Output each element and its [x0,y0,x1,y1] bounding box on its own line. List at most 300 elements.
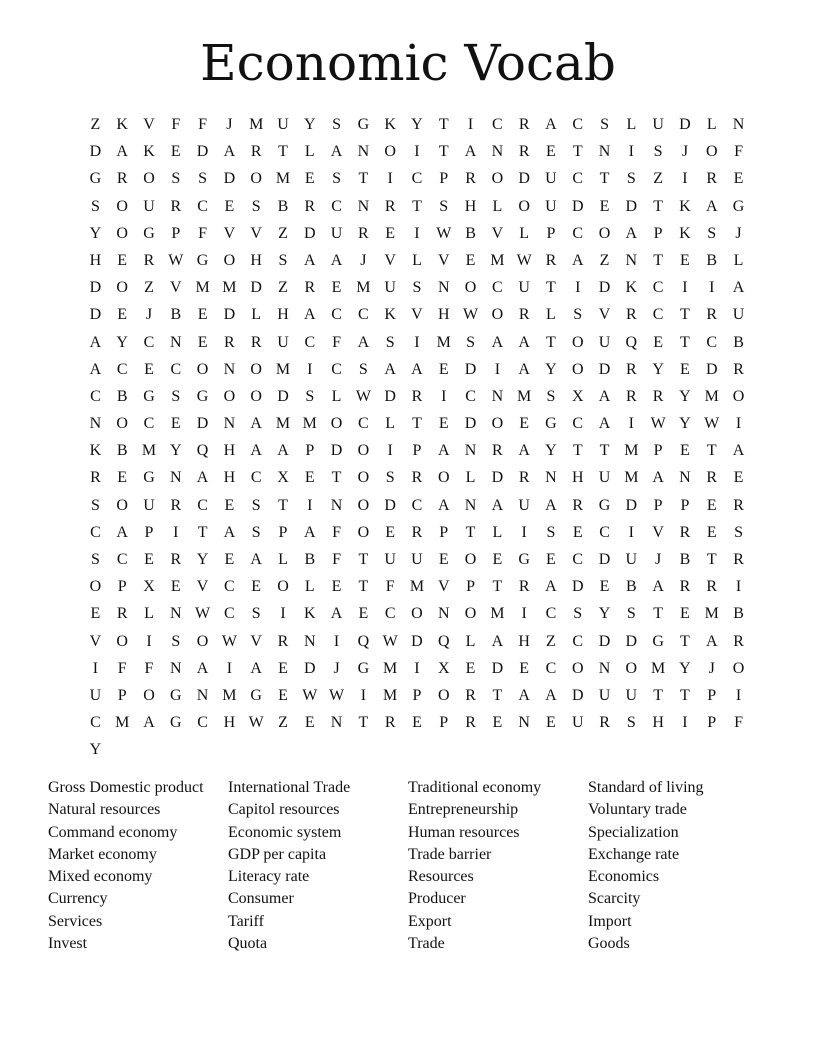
grid-letter: F [171,116,181,133]
grid-letter: A [732,442,745,460]
grid-letter: S [626,605,636,623]
grid-letter: N [170,333,182,351]
grid-letter: E [117,306,128,324]
grid-letter: A [518,360,530,378]
grid-letter: A [89,360,102,378]
grid-letter: A [545,686,557,704]
grid-letter: N [170,469,182,487]
grid-letter: U [598,333,611,351]
grid-letter: Q [437,632,450,650]
grid-letter: N [303,632,316,650]
grid-letter: O [277,578,289,596]
word-list-item: Scarcity [588,890,641,908]
grid-letter: C [411,496,423,514]
grid-letter: Z [278,279,288,297]
grid-letter: A [732,279,745,297]
grid-letter: D [89,306,102,324]
grid-letter: A [196,469,209,487]
grid-letter: N [330,714,343,732]
grid-letter: G [196,387,209,405]
grid-letter: M [195,279,210,297]
grid-letter: V [143,116,155,133]
grid-letter: M [517,387,532,405]
grid-letter: F [198,224,208,242]
grid-letter: C [331,306,342,324]
grid-letter: Y [170,442,182,460]
grid-letter: L [304,578,315,596]
page-title: Economic Vocab [200,34,616,92]
grid-letter: E [465,659,476,677]
grid-letter: S [332,170,342,188]
grid-letter: R [465,714,476,732]
grid-letter: Z [144,279,154,297]
grid-letter: N [732,116,745,133]
grid-letter: K [143,143,155,161]
grid-letter: S [385,333,395,351]
grid-letter: Y [411,116,423,133]
word-list-item: Trade barrier [408,845,492,863]
word-list-item: Voluntary trade [588,801,687,819]
grid-letter: R [679,523,691,541]
grid-letter: G [143,469,155,487]
grid-letter: A [571,251,584,269]
grid-letter: J [655,551,662,568]
grid-letter: I [709,279,715,297]
grid-letter: C [572,116,584,133]
grid-letter: R [626,387,637,405]
grid-letter: R [90,469,101,487]
grid-letter: A [303,251,316,269]
grid-letter: A [545,578,557,596]
grid-letter: G [170,714,182,732]
grid-letter: Y [196,551,209,568]
grid-letter: N [491,143,504,161]
grid-letter: M [704,387,719,405]
grid-letter: B [170,306,182,324]
word-list-item: Capitol resources [228,801,340,819]
grid-letter: E [170,415,181,433]
grid-letter: Z [90,116,101,133]
grid-letter: R [143,251,155,269]
grid-letter: U [330,224,343,242]
grid-letter: R [733,496,744,514]
grid-letter: A [625,224,638,242]
grid-letter: T [653,197,664,215]
grid-letter: R [304,279,316,297]
grid-letter: K [625,279,638,297]
grid-letter: B [733,333,744,351]
grid-letter: I [682,714,688,732]
grid-letter: O [357,469,370,487]
grid-letter: M [275,360,291,378]
grid-letter: O [571,659,584,677]
grid-letter: N [357,143,370,161]
grid-letter: R [706,469,718,487]
grid-letter: A [116,143,128,161]
grid-letter: S [385,469,395,487]
grid-letter: G [143,224,155,242]
grid-letter: C [545,605,557,623]
grid-letter: R [733,551,744,568]
grid-letter: O [223,387,236,405]
grid-letter: P [653,496,663,514]
grid-letter: Z [546,632,556,650]
grid-letter: I [521,523,527,541]
grid-letter: C [331,360,342,378]
grid-letter: B [706,251,718,269]
grid-letter: N [437,279,450,297]
grid-letter: M [249,116,264,133]
grid-letter: S [734,523,743,541]
grid-letter: O [518,197,530,215]
grid-letter: O [116,415,128,433]
grid-letter: O [116,197,128,215]
grid-letter: A [491,632,504,650]
grid-letter: C [706,333,718,351]
grid-letter: W [463,306,479,324]
grid-letter: V [196,578,209,596]
grid-letter: D [491,659,504,677]
grid-letter: L [546,306,556,324]
grid-letter: I [414,224,420,242]
grid-letter: T [412,415,422,433]
grid-letter: Y [545,360,557,378]
grid-letter: T [438,116,449,133]
grid-letter: T [331,469,342,487]
grid-letter: T [546,333,556,351]
grid-letter: E [197,306,208,324]
grid-letter: I [735,578,742,596]
grid-letter: D [625,496,638,514]
grid-letter: W [302,686,318,704]
grid-letter: W [516,251,532,269]
grid-letter: L [519,224,530,242]
grid-letter: D [571,578,584,596]
grid-letter: O [330,415,343,433]
grid-letter: T [358,714,369,732]
grid-letter: E [653,333,664,351]
grid-letter: Y [545,442,557,460]
grid-letter: S [90,197,100,215]
grid-letter: O [89,578,102,596]
grid-letter: E [385,523,396,541]
grid-letter: D [303,224,316,242]
grid-letter: A [250,659,262,677]
grid-letter: I [682,170,688,188]
grid-letter: R [358,224,369,242]
grid-letter: L [626,116,637,133]
grid-letter: E [680,605,690,623]
grid-letter: A [330,251,343,269]
grid-letter: S [90,496,100,514]
grid-letter: O [250,387,262,405]
word-list-item: Services [48,912,103,930]
grid-letter: E [599,197,610,215]
grid-letter: G [652,632,664,650]
grid-letter: P [546,224,556,242]
grid-letter: E [117,469,128,487]
grid-letter: I [307,496,313,514]
grid-letter: I [575,279,581,297]
grid-letter: D [679,116,691,133]
grid-letter: P [707,714,717,732]
grid-letter: C [304,333,316,351]
grid-letter: O [357,442,370,460]
grid-letter: D [411,632,423,650]
grid-letter: E [304,469,315,487]
grid-letter: I [494,360,501,378]
grid-letter: M [624,469,639,487]
grid-letter: G [518,551,530,568]
grid-letter: C [545,659,557,677]
grid-letter: E [90,605,101,623]
grid-letter: A [705,197,718,215]
grid-letter: A [250,551,262,568]
grid-letter: C [224,578,235,596]
grid-letter: O [464,279,477,297]
grid-letter: A [545,496,557,514]
grid-letter: R [518,578,530,596]
grid-letter: D [625,197,638,215]
grid-letter: B [116,442,128,460]
grid-letter: R [411,469,423,487]
grid-letter: B [304,551,316,568]
grid-letter: I [628,143,634,161]
grid-letter: D [598,632,611,650]
grid-letter: R [411,523,423,541]
grid-letter: C [250,469,262,487]
word-list-item: Import [588,912,632,930]
grid-letter: I [628,523,634,541]
grid-letter: R [170,496,182,514]
grid-letter: N [598,659,611,677]
grid-letter: E [438,415,449,433]
grid-letter: Q [625,333,638,351]
word-list-item: Economics [588,868,660,886]
grid-letter: A [89,333,102,351]
grid-letter: Q [196,442,209,460]
grid-letter: I [628,415,634,433]
grid-letter: O [116,632,128,650]
grid-letter: C [116,551,128,568]
grid-letter: E [170,143,181,161]
grid-letter: E [224,496,235,514]
grid-letter: C [492,279,503,297]
grid-letter: B [277,197,289,215]
grid-letter: Y [679,387,691,405]
grid-letter: C [492,116,503,133]
word-list-item: Human resources [408,823,520,841]
grid-letter: E [251,578,262,596]
grid-letter: E [438,551,449,568]
grid-letter: O [143,170,155,188]
grid-letter: T [572,143,583,161]
grid-letter: B [116,387,128,405]
grid-letter: I [521,605,527,623]
grid-letter: Z [278,224,288,242]
grid-letter: K [303,605,316,623]
grid-letter: O [625,659,638,677]
grid-letter: R [224,333,235,351]
grid-letter: U [518,279,530,297]
grid-letter: R [277,632,289,650]
grid-letter: C [572,224,584,242]
grid-letter: E [144,551,154,568]
grid-letter: Y [652,360,664,378]
grid-letter: G [170,686,182,704]
grid-letter: I [467,116,474,133]
grid-letter: W [221,632,237,650]
grid-letter: S [251,523,261,541]
grid-letter: E [706,523,717,541]
grid-letter: N [330,496,343,514]
grid-letter: I [92,659,99,677]
grid-letter: H [223,442,236,460]
grid-letter: C [411,170,423,188]
grid-letter: B [465,224,476,242]
grid-letter: I [226,659,233,677]
word-list-item: Economic system [228,823,342,841]
grid-letter: U [598,686,611,704]
grid-letter: T [278,496,288,514]
grid-letter: R [518,469,530,487]
grid-letter: A [598,387,611,405]
grid-letter: T [706,442,717,460]
grid-letter: U [625,686,638,704]
grid-letter: A [411,360,423,378]
grid-letter: D [89,143,102,161]
grid-letter: T [197,523,208,541]
grid-letter: M [275,170,291,188]
grid-letter: I [307,360,313,378]
grid-letter: O [732,387,745,405]
grid-letter: T [492,578,503,596]
grid-letter: A [705,632,718,650]
grid-letter: F [332,523,342,541]
grid-letter: U [571,714,584,732]
grid-letter: E [465,251,476,269]
grid-letter: C [170,360,182,378]
grid-letter: S [546,523,556,541]
grid-letter: D [464,360,477,378]
grid-letter: W [195,605,211,623]
grid-letter: P [439,170,449,188]
grid-letter: M [490,605,505,623]
grid-letter: N [625,251,638,269]
grid-letter: A [223,143,236,161]
grid-letter: S [653,143,663,161]
grid-letter: C [465,387,476,405]
grid-letter: S [332,116,342,133]
grid-letter: O [384,143,396,161]
grid-letter: D [598,360,611,378]
grid-letter: C [90,714,101,732]
grid-letter: I [735,415,742,433]
grid-letter: O [732,659,745,677]
word-list-item: GDP per capita [228,845,327,863]
grid-letter: E [492,551,503,568]
grid-letter: H [464,197,477,215]
grid-letter: S [546,387,556,405]
grid-letter: A [277,442,289,460]
grid-letter: N [491,387,504,405]
grid-letter: I [414,333,420,351]
grid-letter: S [626,170,636,188]
grid-letter: S [707,224,717,242]
grid-letter: A [250,415,262,433]
grid-letter: V [652,523,664,541]
grid-letter: V [250,632,262,650]
grid-letter: L [492,197,503,215]
grid-letter: Y [303,116,316,133]
grid-letter: C [384,605,396,623]
grid-letter: A [143,714,155,732]
grid-letter: T [599,442,610,460]
grid-letter: O [464,551,477,568]
grid-letter: M [222,279,237,297]
grid-letter: T [358,170,369,188]
grid-letter: F [734,143,743,161]
grid-letter: W [650,415,666,433]
grid-letter: R [652,387,664,405]
grid-letter: S [171,632,181,650]
grid-letter: G [598,496,611,514]
grid-letter: E [680,442,690,460]
grid-letter: D [250,279,262,297]
grid-letter: U [143,496,155,514]
grid-letter: P [653,224,663,242]
grid-letter: R [706,578,718,596]
grid-letter: O [116,279,128,297]
grid-letter: A [303,306,316,324]
grid-letter: S [573,605,583,623]
grid-letter: F [117,659,127,677]
grid-letter: T [358,551,369,568]
grid-letter: H [437,306,450,324]
grid-letter: J [681,143,689,161]
grid-letter: V [491,224,504,242]
grid-letter: D [491,469,504,487]
grid-letter: L [733,251,744,269]
grid-letter: M [222,686,237,704]
grid-letter: X [437,659,450,677]
grid-letter: X [143,578,155,596]
grid-letter: Z [278,714,288,732]
grid-letter: T [680,333,690,351]
grid-letter: K [116,116,128,133]
grid-letter: J [145,306,153,324]
grid-letter: O [196,360,209,378]
grid-letter: N [518,714,530,732]
grid-letter: P [117,578,127,596]
grid-letter: N [679,469,691,487]
grid-letter: T [706,551,717,568]
grid-letter: R [706,306,718,324]
grid-letter: P [117,686,127,704]
grid-letter: R [679,578,691,596]
grid-letter: C [197,197,208,215]
grid-letter: W [382,632,398,650]
grid-letter: C [224,605,235,623]
grid-letter: S [278,251,288,269]
grid-letter: S [305,387,315,405]
grid-letter: O [437,469,450,487]
grid-letter: P [439,523,449,541]
grid-letter: D [464,415,477,433]
grid-letter: A [518,333,530,351]
word-list-item: International Trade [228,779,351,796]
grid-letter: R [733,360,744,378]
